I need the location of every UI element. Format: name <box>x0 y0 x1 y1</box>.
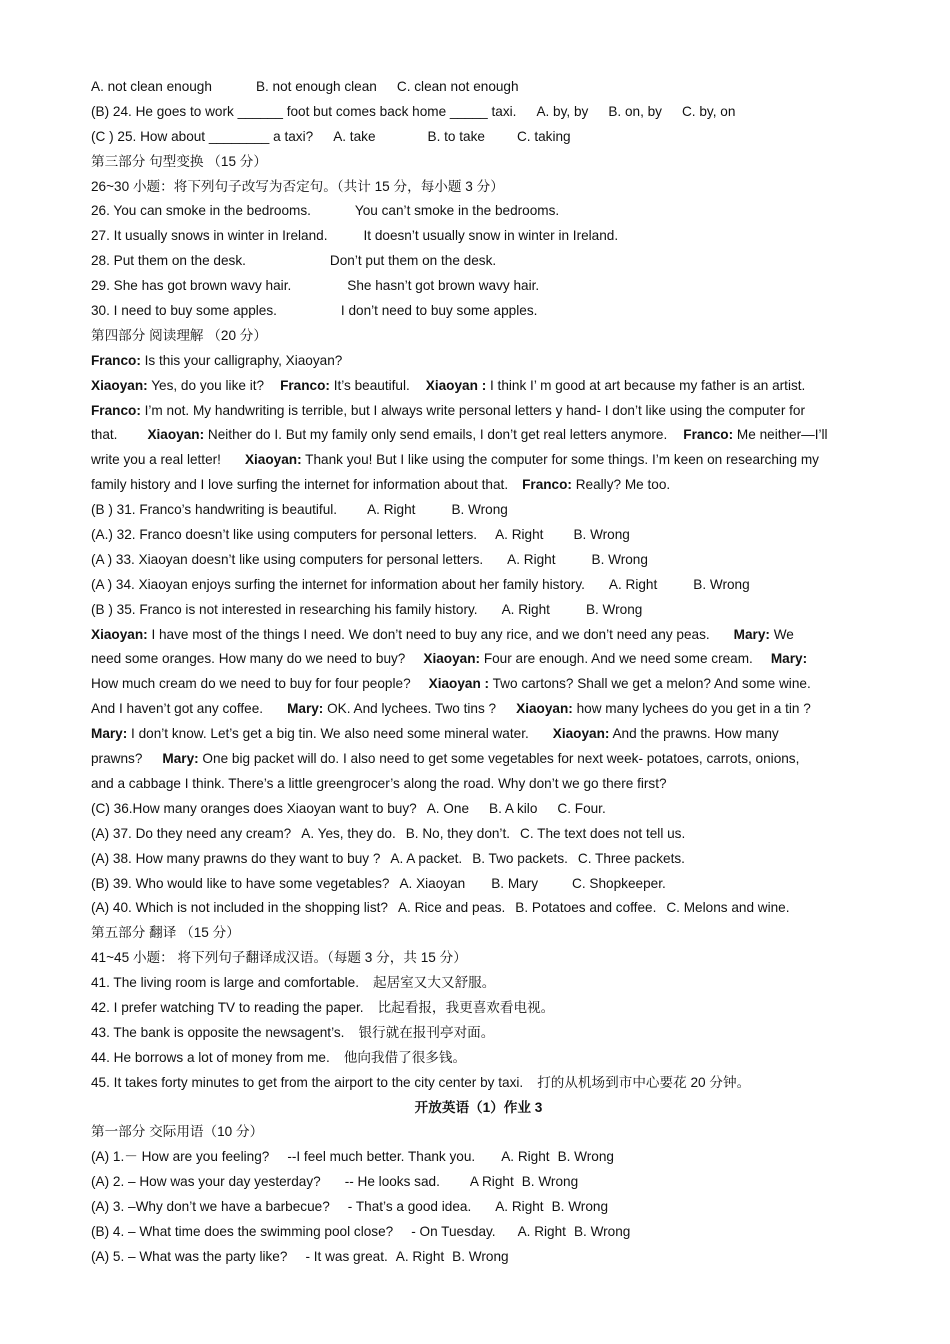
text-line <box>91 1096 866 1121</box>
text-segment: B. Wrong <box>451 502 508 518</box>
text-line <box>91 498 866 523</box>
text-segment: 打的从机场到市中心要花 20 分钟。 <box>537 1074 751 1090</box>
text-segment: I have most of the things I need. We don’t need to buy any rice, and we don’t need any peas. <box>147 626 710 642</box>
text-line <box>91 224 866 249</box>
text-line <box>91 1220 866 1245</box>
speaker-label: Xiaoyan : <box>428 676 490 692</box>
text-segment: (A) 2. – How was your day yesterday? <box>91 1174 321 1190</box>
text-line <box>91 697 866 722</box>
text-segment: You can’t smoke in the bedrooms. <box>354 203 560 219</box>
text-line <box>91 672 866 697</box>
text-line <box>91 1195 866 1220</box>
text-segment: 26. You can smoke in the bedrooms. <box>91 203 311 219</box>
text-line <box>91 199 866 224</box>
text-segment: 42. I prefer watching TV to reading the paper. <box>91 999 364 1015</box>
text-line <box>91 896 866 921</box>
text-line <box>91 996 866 1021</box>
text-segment: A. Right <box>395 1248 445 1264</box>
speaker-label: Xiaoyan: <box>91 377 148 393</box>
text-segment: 41. The living room is large and comfortable. <box>91 975 359 991</box>
text-segment: C. by, on <box>681 103 736 119</box>
text-segment: family history and I love surfing the internet for information about that. <box>91 477 509 493</box>
text-segment: B. Wrong <box>573 1223 631 1239</box>
text-segment: B. to take <box>427 128 485 144</box>
text-segment: (C) 36.How many oranges does Xiaoyan want to buy? <box>91 800 417 816</box>
speaker-label: Franco: <box>91 402 141 418</box>
text-segment: C. clean not enough <box>396 79 519 94</box>
text-line <box>91 324 866 349</box>
speaker-label: Xiaoyan: <box>91 626 148 642</box>
text-line <box>91 722 866 747</box>
text-segment: C. taking <box>516 128 571 144</box>
text-line <box>91 399 866 424</box>
text-segment: C. Shopkeeper. <box>572 875 666 891</box>
text-segment: - It was great. <box>305 1248 388 1264</box>
text-segment: C. Three packets. <box>577 850 685 866</box>
text-line <box>91 175 866 200</box>
text-segment: A. Yes, they do. <box>301 825 396 841</box>
speaker-label: Xiaoyan: <box>147 427 205 443</box>
text-segment: (A) 40. Which is not included in the shopping list? <box>91 900 388 916</box>
text-segment: I don’t need to buy some apples. <box>340 303 538 319</box>
text-segment: B. Two packets. <box>472 850 568 866</box>
text-segment: B. Wrong <box>521 1174 579 1190</box>
text-segment: (B) 4. – What time does the swimming pool close? <box>91 1223 394 1239</box>
text-segment: A. not clean enough <box>91 79 212 94</box>
text-line <box>91 299 866 324</box>
text-segment: 比起看报，我更喜欢看电视。 <box>377 999 555 1015</box>
text-line <box>91 946 866 971</box>
text-segment: 45. It takes forty minutes to get from the airport to the city center by taxi. <box>91 1074 524 1090</box>
text-segment: 27. It usually snows in winter in Ireland. <box>91 228 328 244</box>
text-segment: A. Right <box>507 551 556 567</box>
text-segment: 他向我借了很多钱。 <box>343 1049 467 1065</box>
text-segment: - On Tuesday. <box>411 1223 496 1239</box>
text-segment: A. Right <box>517 1223 566 1239</box>
text-segment: B. Wrong <box>452 1248 509 1264</box>
text-segment: (A) 37. Do they need any cream? <box>91 825 292 841</box>
text-segment: B. Wrong <box>693 576 750 592</box>
text-line <box>91 1071 866 1096</box>
text-segment: A. Right <box>367 502 416 518</box>
text-segment: A. Right <box>495 1199 544 1215</box>
text-segment: 银行就在报刊亭对面。 <box>358 1024 495 1040</box>
text-segment: B. Mary <box>491 875 539 891</box>
text-segment: Yes, do you like it? <box>147 377 265 393</box>
text-segment: We <box>769 626 794 642</box>
text-segment: How much cream do we need to buy for four people? <box>91 676 411 692</box>
text-segment: (A ) 33. Xiaoyan doesn’t like using computers for personal letters. <box>91 551 484 567</box>
text-segment: (A) 1.－ How are you feeling? <box>91 1149 270 1165</box>
text-line <box>91 249 866 274</box>
text-segment: (A) 3. –Why don’t we have a barbecue? <box>91 1199 330 1215</box>
text-line <box>91 573 866 598</box>
text-segment: Me neither—I’ll <box>733 427 828 443</box>
text-segment: It doesn’t usually snow in winter in Ireland. <box>363 228 619 244</box>
text-segment: 28. Put them on the desk. <box>91 253 246 269</box>
text-segment: 第一部分 交际用语（10 分） <box>91 1124 264 1140</box>
text-line <box>91 548 866 573</box>
text-segment: 43. The bank is opposite the newsagent’s. <box>91 1024 345 1040</box>
text-segment: A. Rice and peas. <box>397 900 506 916</box>
text-line <box>91 971 866 996</box>
text-line <box>91 797 866 822</box>
text-segment: Don’t put them on the desk. <box>329 253 497 269</box>
text-line <box>91 847 866 872</box>
text-segment: B. Wrong <box>573 527 630 543</box>
text-segment: (A ) 34. Xiaoyan enjoys surfing the internet for information about her family history. <box>91 576 585 592</box>
text-line <box>91 872 866 897</box>
text-segment: B. A kilo <box>489 800 538 816</box>
speaker-label: Franco: <box>280 377 330 393</box>
text-segment: B. Wrong <box>585 601 643 617</box>
text-segment: (A.) 32. Franco doesn’t like using computers for personal letters. <box>91 527 478 543</box>
speaker-label: Mary: <box>91 726 128 742</box>
text-segment: prawns? <box>91 751 143 767</box>
text-segment: One big packet will do. I also need to get some vegetables for next week- potatoes, carrots, onions, <box>198 751 800 767</box>
text-segment: A. Right <box>608 576 658 592</box>
text-segment: Neither do I. But my family only send emails, I don’t get real letters anymore. <box>204 427 668 443</box>
text-line <box>91 100 866 125</box>
text-line <box>91 423 866 448</box>
text-segment: (C ) 25. How about ________ a taxi? <box>91 128 314 144</box>
text-segment: A. Right <box>501 601 550 617</box>
text-segment: need some oranges. How many do we need to buy? <box>91 651 406 667</box>
text-segment: C. The text does not tell us. <box>520 825 686 841</box>
text-segment: It’s beautiful. <box>329 377 410 393</box>
text-segment: 41~45 小题： 将下列句子翻译成汉语。（每题 3 分，共 15 分） <box>91 950 467 966</box>
text-line <box>91 772 866 797</box>
text-segment: She hasn’t got brown wavy hair. <box>347 278 540 294</box>
speaker-label: Mary: <box>733 626 770 642</box>
text-line <box>91 921 866 946</box>
text-segment: I think I’ m good at art because my father is an artist. <box>486 377 806 393</box>
text-line <box>91 1120 866 1145</box>
speaker-label: Xiaoyan: <box>423 651 481 667</box>
text-segment: B. No, they don’t. <box>405 825 511 841</box>
text-line <box>91 374 866 399</box>
text-segment: OK. And lychees. Two tins ? <box>323 701 497 717</box>
text-segment: A. by, by <box>536 103 589 119</box>
text-segment: And the prawns. How many <box>609 726 779 742</box>
text-segment: A. Xiaoyan <box>399 875 466 891</box>
text-segment: Two cartons? Shall we get a melon? And some wine. <box>489 676 811 692</box>
text-segment: Thank you! But I like using the computer for some things. I’m keen on researching my <box>301 452 819 468</box>
speaker-label: Xiaoyan: <box>552 726 610 742</box>
text-segment: 第五部分 翻译 （15 分） <box>91 925 240 941</box>
text-line <box>91 747 866 772</box>
text-segment: 开放英语（1）作业 3 <box>414 1099 543 1115</box>
text-line <box>91 1170 866 1195</box>
speaker-label: Mary: <box>770 651 808 667</box>
text-line <box>91 623 866 648</box>
text-segment: And I haven’t got any coffee. <box>91 701 264 717</box>
text-segment: 26~30 小题：将下列句子改写为否定句。（共计 15 分，每小题 3 分） <box>91 178 504 194</box>
text-segment: 44. He borrows a lot of money from me. <box>91 1049 330 1065</box>
text-segment: Is this your calligraphy, Xiaoyan? <box>140 352 343 368</box>
text-segment: A. take <box>333 128 376 144</box>
text-line <box>91 822 866 847</box>
text-line <box>91 349 866 374</box>
speaker-label: Xiaoyan: <box>516 701 573 717</box>
text-line <box>91 1046 866 1071</box>
speaker-label: Xiaoyan : <box>425 377 487 393</box>
text-line <box>91 274 866 299</box>
text-line <box>91 598 866 623</box>
text-line <box>91 1245 866 1270</box>
text-segment: B. Wrong <box>551 1199 609 1215</box>
text-segment: and a cabbage I think. There’s a little greengrocer’s along the road. Why don’t we go there first? <box>91 775 667 791</box>
text-segment: 第四部分 阅读理解 （20 分） <box>91 327 267 343</box>
text-segment: C. Melons and wine. <box>666 900 790 916</box>
text-line <box>91 1145 866 1170</box>
text-segment: I’m not. My handwriting is terrible, but I always write personal letters y hand- I don’t like using the computer for <box>140 402 805 418</box>
text-segment: 第三部分 句型变换 （15 分） <box>91 153 267 169</box>
text-segment: A. One <box>426 800 470 816</box>
text-segment: how many lychees do you get in a tin ? <box>572 701 811 717</box>
text-line <box>91 1021 866 1046</box>
text-line <box>91 448 866 473</box>
text-segment: A. A packet. <box>390 850 463 866</box>
text-line <box>91 150 866 175</box>
text-segment: (B ) 35. Franco is not interested in researching his family history. <box>91 601 478 617</box>
text-line <box>91 647 866 672</box>
speaker-label: Franco: <box>522 477 572 493</box>
text-line <box>91 75 866 100</box>
text-segment: that. <box>91 427 118 443</box>
text-segment: I don’t know. Let’s get a big tin. We also need some mineral water. <box>127 726 529 742</box>
speaker-label: Franco: <box>683 427 734 443</box>
speaker-label: Franco: <box>91 352 141 368</box>
text-segment: A Right <box>469 1174 514 1190</box>
text-segment: Four are enough. And we need some cream. <box>480 651 753 667</box>
text-segment: -- He looks sad. <box>344 1174 440 1190</box>
text-segment: C. Four. <box>557 800 606 816</box>
text-segment: (B) 24. He goes to work ______ foot but comes back home _____ taxi. <box>91 103 517 119</box>
text-segment: (B ) 31. Franco’s handwriting is beautiful. <box>91 502 338 518</box>
text-segment: B. Wrong <box>557 1149 614 1165</box>
text-segment: - That’s a good idea. <box>347 1199 472 1215</box>
text-segment: 30. I need to buy some apples. <box>91 303 277 319</box>
text-segment: B. not enough clean <box>255 79 377 94</box>
text-segment: 起居室又大又舒服。 <box>373 975 496 991</box>
text-segment: 29. She has got brown wavy hair. <box>91 278 292 294</box>
speaker-label: Xiaoyan: <box>244 452 302 468</box>
text-line <box>91 523 866 548</box>
text-line <box>91 473 866 498</box>
document-content <box>91 75 866 1270</box>
text-segment: A. Right <box>495 527 544 543</box>
text-segment: write you a real letter! <box>91 452 221 468</box>
text-segment: (A) 5. – What was the party like? <box>91 1248 288 1264</box>
text-segment: (A) 38. How many prawns do they want to buy ? <box>91 850 381 866</box>
text-segment: B. on, by <box>608 103 662 119</box>
text-segment: Really? Me too. <box>571 477 671 493</box>
text-segment: B. Wrong <box>591 551 648 567</box>
text-segment: B. Potatoes and coffee. <box>515 900 657 916</box>
text-segment: (B) 39. Who would like to have some vegetables? <box>91 875 390 891</box>
text-line <box>91 125 866 150</box>
text-segment: A. Right <box>501 1149 550 1165</box>
speaker-label: Mary: <box>287 701 324 717</box>
text-segment: --I feel much better. Thank you. <box>287 1149 476 1165</box>
speaker-label: Mary: <box>162 751 199 767</box>
